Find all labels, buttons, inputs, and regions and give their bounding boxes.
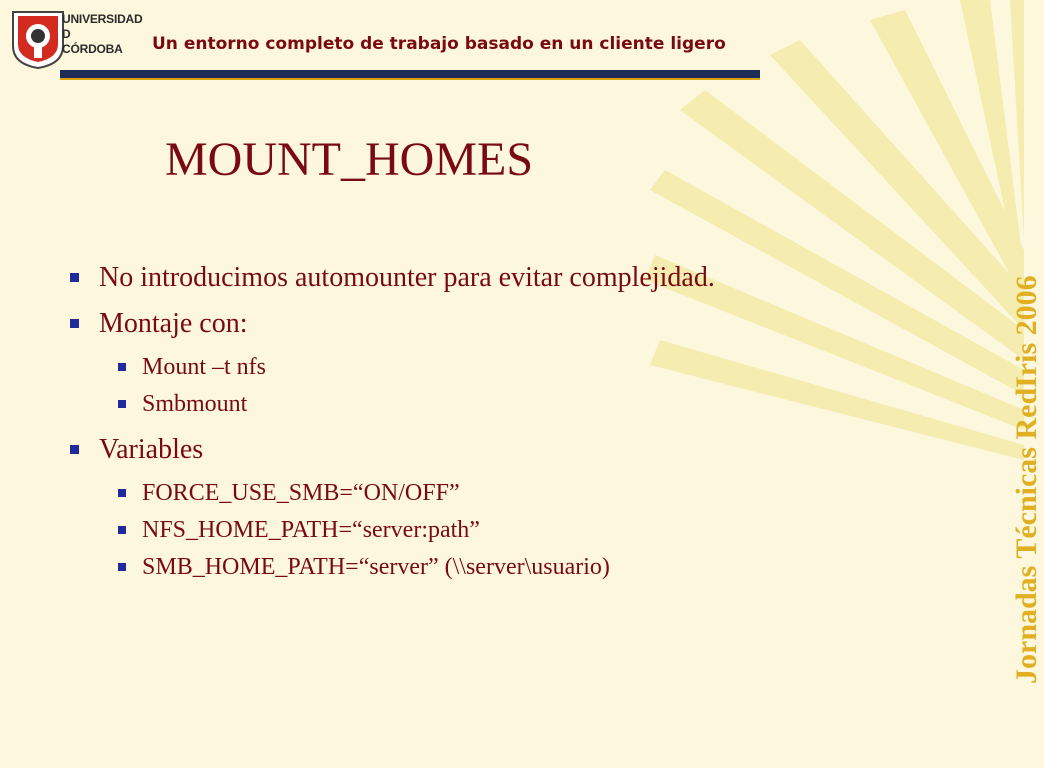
list-item: FORCE_USE_SMB=“ON/OFF”: [118, 480, 930, 507]
list-item: NFS_HOME_PATH=“server:path”: [118, 517, 930, 544]
header-subtitle: Un entorno completo de trabajo basado en un cliente ligero: [152, 34, 726, 54]
square-bullet-icon: [70, 273, 79, 282]
list-item: No introducimos automounter para evitar complejidad.: [70, 262, 930, 294]
square-bullet-icon: [70, 319, 79, 328]
square-bullet-icon: [118, 563, 126, 571]
list-item: Variables: [70, 434, 930, 466]
square-bullet-icon: [118, 400, 126, 408]
square-bullet-icon: [70, 445, 79, 454]
list-item: Smbmount: [118, 391, 930, 418]
list-item: Montaje con:: [70, 308, 930, 340]
bullet-list: [70, 262, 930, 591]
event-banner: Jornadas Técnicas RedIris 2006: [1010, 275, 1043, 684]
university-seal-icon: [8, 4, 68, 70]
square-bullet-icon: [118, 526, 126, 534]
slide-title: MOUNT_HOMES: [165, 133, 534, 186]
list-item: Mount –t nfs: [118, 354, 930, 381]
header-divider: [60, 70, 760, 80]
square-bullet-icon: [118, 363, 126, 371]
square-bullet-icon: [118, 489, 126, 497]
university-name: UNIVERSIDAD D CÓRDOBA: [62, 12, 143, 56]
list-item: SMB_HOME_PATH=“server” (\\server\usuario): [118, 554, 930, 581]
